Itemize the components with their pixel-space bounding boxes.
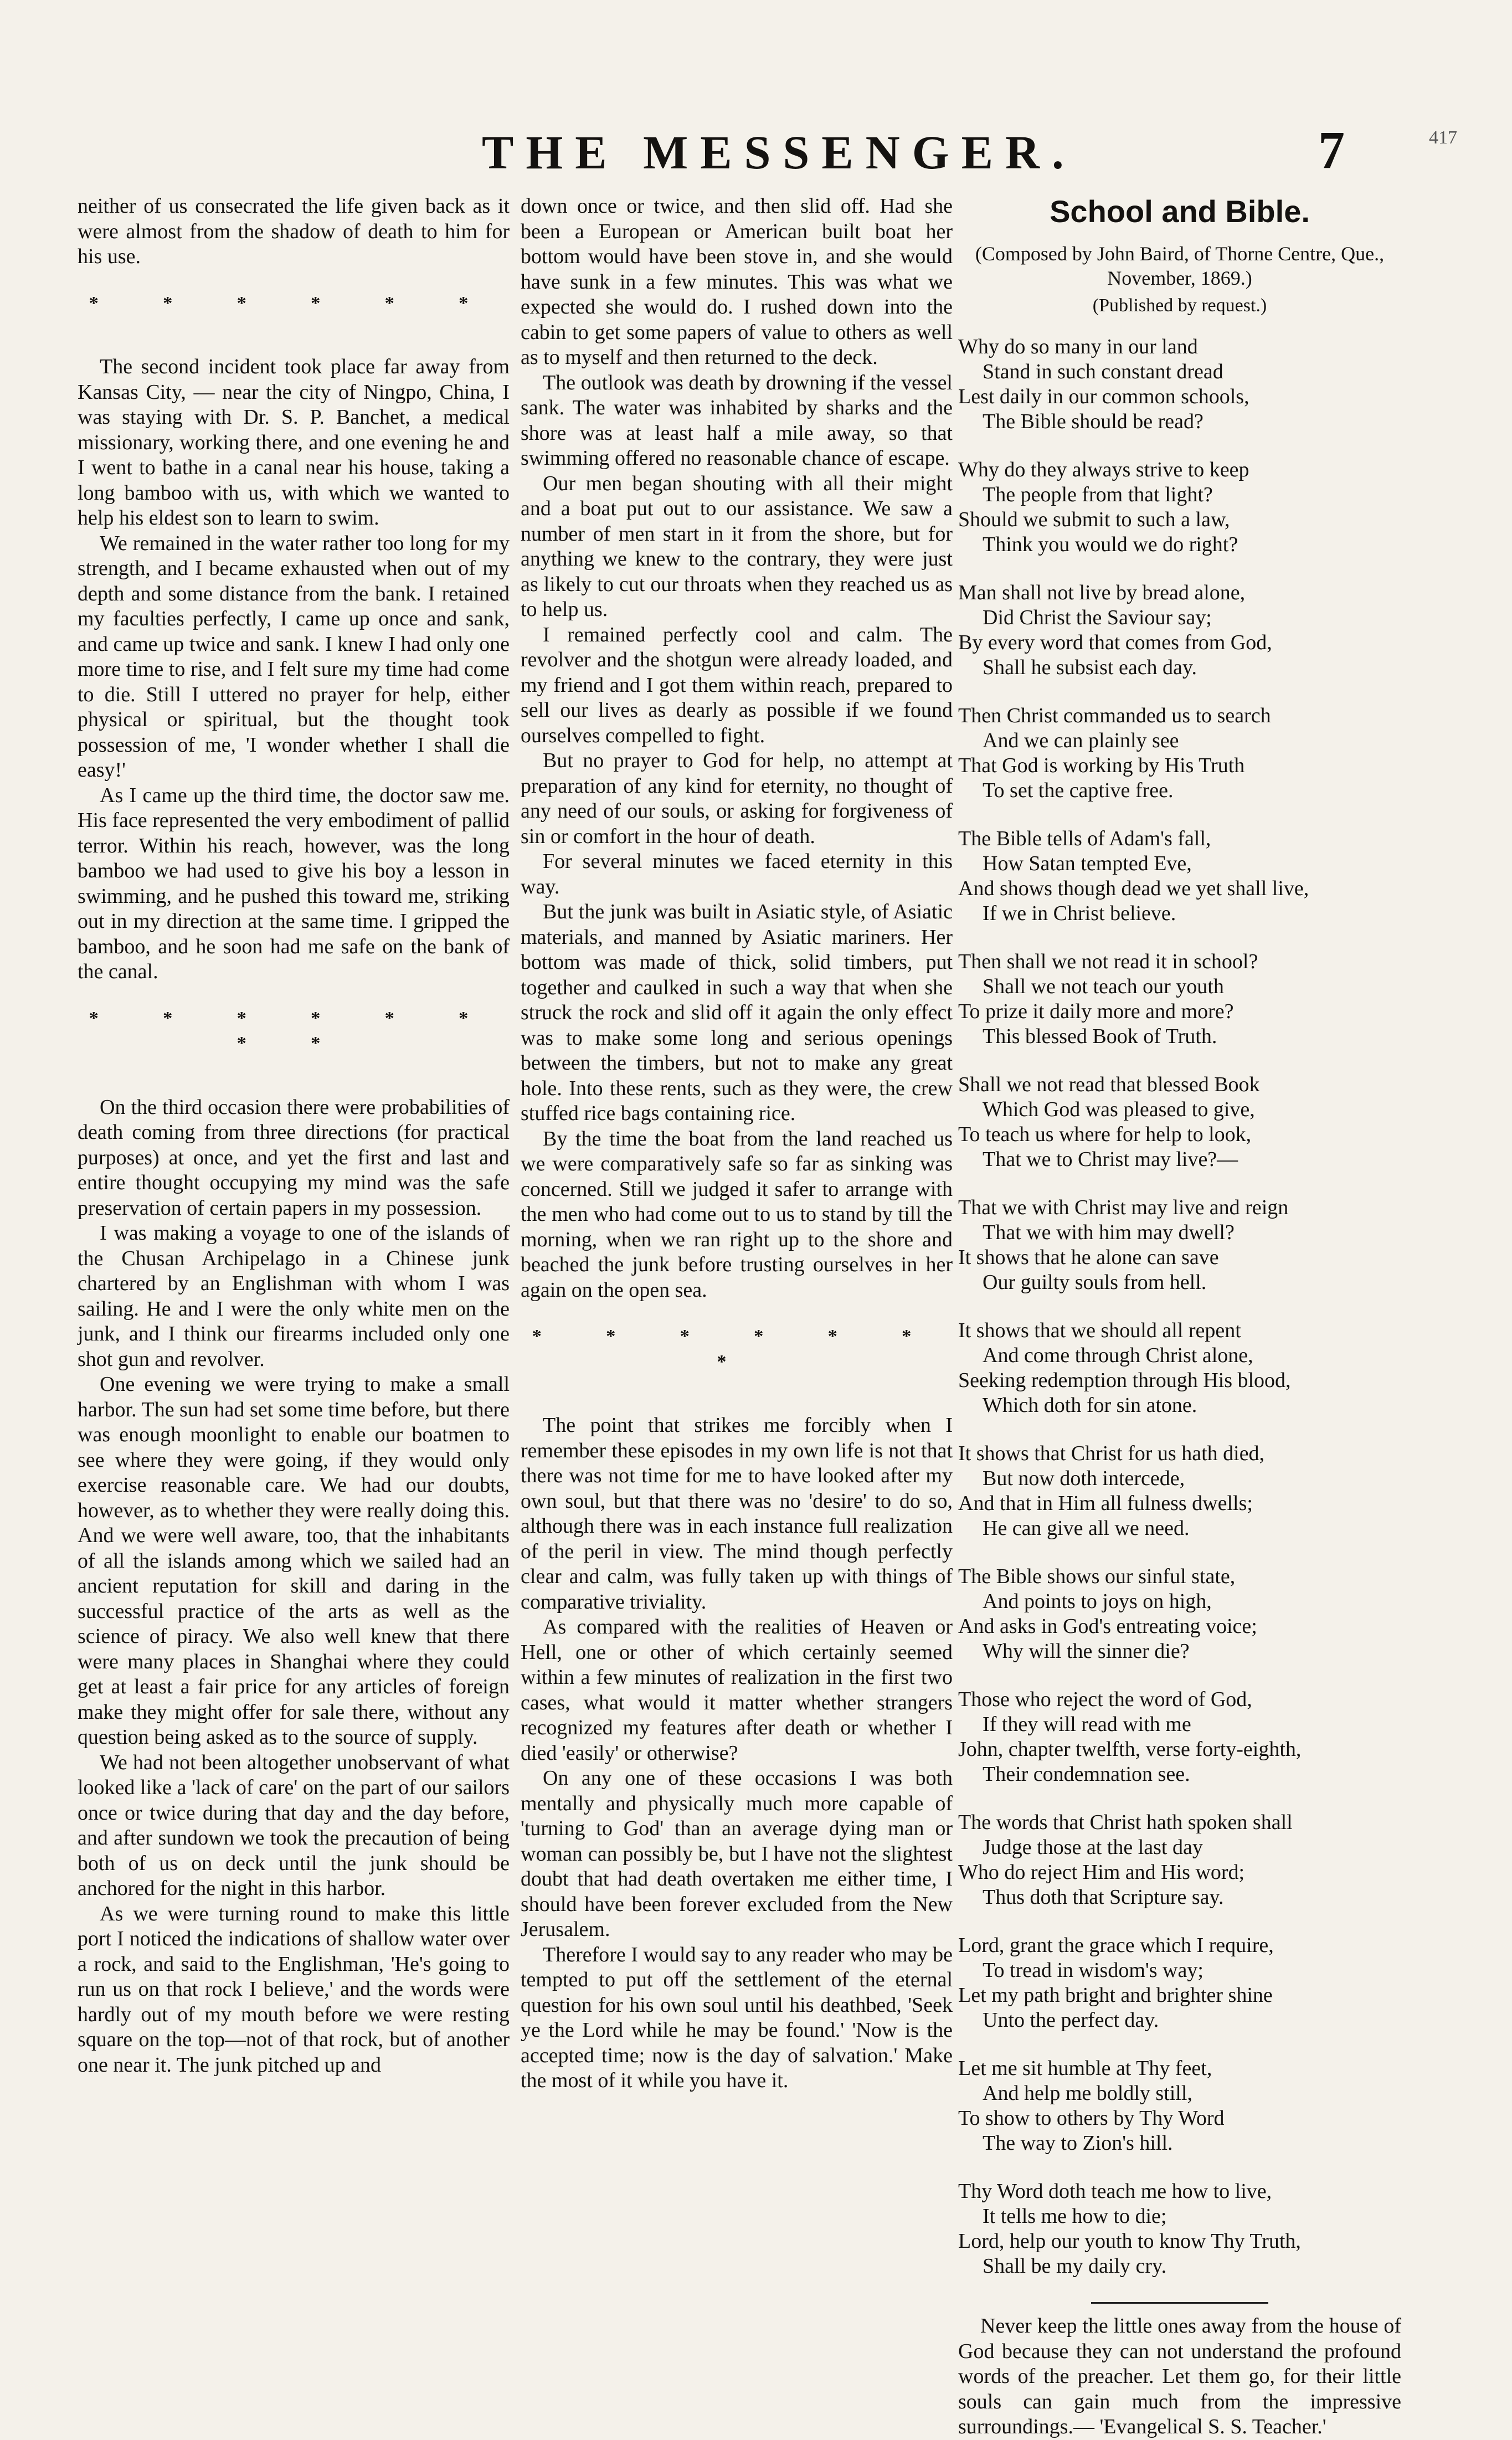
paragraph: I remained perfectly cool and calm. The revolver and the shotgun were already loaded, and my friend and I got them within reach, prepared to sell our lives as dearly as possible if we found ourselves compelled to fight. [521, 623, 953, 747]
poem-line: And help me boldly still, [983, 2082, 1192, 2105]
paragraph: As I came up the third time, the doctor saw me. His face represented the very embodiment of pallid terror. Within his reach, however, was the long bamboo we had used to give his boy a lesson in swimming, and he pushed this toward me, striking out in my direction at the same time. I gripped the bamboo, and he soon had me safe on the bank of the canal. [78, 783, 510, 983]
poem-line: Stand in such constant dread [983, 360, 1223, 383]
poem-line: To set the captive free. [983, 779, 1174, 802]
poem-line: That God is working by His Truth [958, 754, 1245, 777]
poem-line: It shows that Christ for us hath died, [958, 1442, 1265, 1465]
poem-line: Why will the sinner die? [983, 1640, 1190, 1663]
poem-line: Which God was pleased to give, [983, 1098, 1255, 1121]
poem-line: Shall he subsist each day. [983, 656, 1197, 679]
poem-line: He can give all we need. [983, 1517, 1190, 1540]
poem-byline: (Composed by John Baird, of Thorne Centre, Que., November, 1869.) [975, 243, 1385, 289]
poem-line: The way to Zion's hill. [983, 2131, 1173, 2155]
poem-stanza [958, 2056, 1401, 2156]
poem-stanza [958, 1687, 1401, 1787]
poem-note: (Published by request.) [1092, 295, 1267, 316]
newspaper-title: THE MESSENGER. [482, 126, 1076, 179]
divider-rule [1091, 2302, 1268, 2304]
poem-line: Their condemnation see. [983, 1763, 1190, 1786]
poem-line: To teach us where for help to look, [958, 1123, 1252, 1146]
section-divider-stars: * * * * * * * [532, 1326, 942, 1372]
poem-line: Lord, help our youth to know Thy Truth, [958, 2230, 1301, 2253]
poem-line: Seeking redemption through His blood, [958, 1369, 1291, 1392]
poem-line: It tells me how to die; [983, 2205, 1167, 2228]
poem-line: Let my path bright and brighter shine [958, 1984, 1273, 2007]
paragraph: We remained in the water rather too long for my strength, and I became exhausted when out of my depth and some distance from the bank. I retained my faculties perfectly, I came up once and sank, and came up twice and sank. I knew I had only one more time to rise, and I felt sure my time had come to die. Still I uttered no prayer for help, either physical or spiritual, but the thought took possession of me, 'I wonder whether I shall die easy!' [78, 531, 510, 782]
poem-line: Man shall not live by bread alone, [958, 581, 1246, 604]
poem-stanza [958, 1564, 1401, 1664]
poem-line: Did Christ the Saviour say; [983, 606, 1212, 629]
paragraph: For several minutes we faced eternity in this way. [521, 850, 953, 898]
paragraph: But the junk was built in Asiatic style, of Asiatic materials, and manned by Asiatic mariners. Her bottom was made of thick, solid timbers, put together and caulked in such a way that when she struck the rock and slid off it again the only effect was to make some long and serious openings between the timbers, but not to make any great hole. Into these rents, such as they were, the crew stuffed rice bags containing rice. [521, 900, 953, 1125]
poem-line: And asks in God's entreating voice; [958, 1615, 1257, 1638]
paragraph: We had not been altogether unobservant of what looked like a 'lack of care' on the part of our sailors once or twice during that day and the day before, and after sundown we took the precaution of being both of us on deck until the junk should be anchored for the night in this harbor. [78, 1750, 510, 1900]
poem-line: That we to Christ may live?— [983, 1148, 1238, 1171]
poem-line: That we with Christ may live and reign [958, 1196, 1289, 1219]
poem-line: Thy Word doth teach me how to live, [958, 2180, 1272, 2203]
paragraph: down once or twice, and then slid off. Had she been a European or American built boat her bottom would have been stove in, and she would have sunk in a few minutes. This was what we expected she would do. I rushed down into the cabin to get some papers of value to others as well as to myself and then returned to the deck. [521, 194, 953, 369]
poem-line: The people from that light? [983, 483, 1213, 506]
poem-line: The Bible shows our sinful state, [958, 1565, 1236, 1588]
poem-line: Lest daily in our common schools, [958, 385, 1249, 408]
poem-line: Why do they always strive to keep [958, 458, 1249, 481]
poem-line: Should we submit to such a law, [958, 508, 1230, 531]
poem-line: The Bible tells of Adam's fall, [958, 827, 1211, 850]
poem-line: Thus doth that Scripture say. [983, 1886, 1224, 1909]
poem-line: Which doth for sin atone. [983, 1394, 1197, 1417]
poem-line: How Satan tempted Eve, [983, 852, 1192, 875]
poem-line: John, chapter twelfth, verse forty-eighth, [958, 1738, 1302, 1761]
paragraph: I was making a voyage to one of the islands of the Chusan Archipelago in a Chinese junk chartered by an Englishman with whom I was sailing. He and I were the only white men on the junk, and I think our firearms included only one shot gun and revolver. [78, 1221, 510, 1371]
poem-stanza [958, 1810, 1401, 1910]
poem-line: It shows that we should all repent [958, 1319, 1241, 1342]
poem-stanza [958, 1072, 1401, 1172]
poem-line: Then shall we not read it in school? [958, 950, 1258, 973]
poem-line: Why do so many in our land [958, 335, 1198, 358]
corner-mark: 417 [1429, 127, 1457, 148]
poem-line: Those who reject the word of God, [958, 1688, 1252, 1711]
poem-line: By every word that comes from God, [958, 631, 1272, 654]
poem-line: And points to joys on high, [983, 1590, 1212, 1613]
poem-line: And come through Christ alone, [983, 1344, 1253, 1367]
poem-title: School and Bible. [1050, 194, 1310, 229]
poem-line: And that in Him all fulness dwells; [958, 1492, 1253, 1515]
page-number: 7 [1318, 120, 1345, 179]
poem-line: It shows that he alone can save [958, 1246, 1219, 1269]
section-divider-stars: * * * * * * * * [89, 1008, 498, 1054]
paragraph: The second incident took place far away from Kansas City, — near the city of Ningpo, China, I was staying with Dr. S. P. Banchet, a medical missionary, working there, and one evening he and I went to bathe in a canal near his house, taking a long bamboo with us, with which we wanted to help his eldest son to learn to swim. [78, 355, 510, 530]
poem-line: To show to others by Thy Word [958, 2107, 1225, 2130]
poem-stanza [958, 2179, 1401, 2279]
poem-stanza [958, 949, 1401, 1049]
poem-line: And we can plainly see [983, 729, 1179, 752]
paragraph: As we were turning round to make this little port I noticed the indications of shallow water over a rock, and said to the Englishman, 'He's going to run us on that rock I believe,' and the words were hardly out of my mouth before we were resting square on the top—not of that rock, but of another one near it. The junk pitched up and [78, 1902, 510, 2077]
paragraph: The outlook was death by drowning if the vessel sank. The water was inhabited by sharks and the shore was at least half a mile away, so that swimming offered no reasonable chance of escape. [521, 371, 953, 470]
paragraph: By the time the boat from the land reached us we were comparatively safe so far as sinking was concerned. Still we judged it safer to arrange with the men who had come out to us to stand by till the morning, when we ran right up to the shore and beached the junk before trusting ourselves in her again on the open sea. [521, 1127, 953, 1302]
poem-stanza [958, 458, 1401, 557]
poem-stanza [958, 1318, 1401, 1418]
poem-line: And shows though dead we yet shall live, [958, 877, 1309, 900]
poem-stanza [958, 335, 1401, 434]
poem-line: Shall we not teach our youth [983, 975, 1224, 998]
poem-line: Who do reject Him and His word; [958, 1861, 1245, 1884]
paragraph: neither of us consecrated the life given back as it were almost from the shadow of death to him for his use. [78, 194, 510, 268]
paragraph: On any one of these occasions I was both mentally and physically much more capable of 'turning to God' than an average dying man or woman can possibly be, but I have not the slightest doubt that had death overtaken me either time, I should have been forever excluded from the New Jerusalem. [521, 1766, 953, 1941]
poem-stanza [958, 826, 1401, 926]
paragraph: But no prayer to God for help, no attempt at preparation of any kind for eternity, no thought of any need of our souls, or asking for forgiveness of sin or comfort in the hour of death. [521, 749, 953, 848]
poem-line: The Bible should be read? [983, 410, 1204, 433]
poem-stanza [958, 1933, 1401, 2033]
paragraph: One evening we were trying to make a small harbor. The sun had set some time before, but there was enough moonlight to enable our boatmen to see where they were going, if they would only exercise reasonable care. We had our doubts, however, as to whether they were really doing this. And we were well aware, too, that the inhabitants of all the islands among which we sailed had an ancient reputation for skill and daring in the successful practice of the arts as well as the science of piracy. We also well knew that there were many places in Shanghai where they could get at least a fair price for any articles of foreign make they might offer for sale there, without any question being asked as to the source of supply. [78, 1373, 510, 1749]
poem-line: The words that Christ hath spoken shall [958, 1811, 1293, 1834]
poem-stanza [958, 1441, 1401, 1541]
poem-line: Shall be my daily cry. [983, 2254, 1167, 2278]
poem-line: If they will read with me [983, 1713, 1191, 1736]
poem-line: Judge those at the last day [983, 1836, 1203, 1859]
paragraph: Our men began shouting with all their might and a boat put out to our assistance. We saw a number of men start in it from the shore, but for anything we knew to the contrary, they were just as likely to cut our throats when they reached us as to help us. [521, 471, 953, 621]
poem-line: Let me sit humble at Thy feet, [958, 2057, 1212, 2080]
poem-line: To tread in wisdom's way; [983, 1959, 1204, 1982]
poem-line: Lord, grant the grace which I require, [958, 1934, 1274, 1957]
article-column-2 [521, 194, 953, 2260]
poem-line: If we in Christ believe. [983, 902, 1176, 925]
paragraph: On the third occasion there were probabilities of death coming from three directions (for practical purposes) at once, and yet the first and last and entire thought occupying my mind was the safe preservation of certain papers in my possession. [78, 1095, 510, 1220]
paragraph: As compared with the realities of Heaven or Hell, one or other of which certainly seemed within a few minutes of realization in the first two cases, what would it matter whether strangers recognized my features after death or whether I died 'easily' or otherwise? [521, 1615, 953, 1765]
section-divider-stars: * * * * * * [89, 292, 498, 314]
poem-line: To prize it daily more and more? [958, 1000, 1234, 1023]
poem-line: This blessed Book of Truth. [983, 1025, 1217, 1048]
poem-stanza [958, 1195, 1401, 1295]
poem-stanzas [958, 335, 1401, 2279]
poem-line: Then Christ commanded us to search [958, 704, 1271, 727]
poem-line: That we with him may dwell? [983, 1221, 1235, 1244]
poem-line: Think you would we do right? [983, 533, 1238, 556]
poem-line: Shall we not read that blessed Book [958, 1073, 1260, 1096]
poem-stanza [958, 581, 1401, 680]
closing-paragraph: Never keep the little ones away from the house of God because they can not understand the profound words of the preacher. Let them go, for their little souls can gain much from the impressive surroundings.— 'Evangelical S. S. Teacher.' [958, 2314, 1401, 2438]
poem-line: Unto the perfect day. [983, 2008, 1159, 2032]
paragraph: Therefore I would say to any reader who may be tempted to put off the settlement of the eternal question for his own soul until his deathbed, 'Seek ye the Lord while he may be found.' 'Now is the accepted time; now is the day of salvation.' Make the most of it while you have it. [521, 1943, 953, 2092]
article-column-1 [78, 194, 510, 2260]
masthead [0, 120, 1512, 186]
poem-column [958, 194, 1401, 2438]
paragraph: The point that strikes me forcibly when I remember these episodes in my own life is not that there was not time for me to have looked after my own soul, but that there was no 'desire' to do so, although there was in each instance full realization of the peril in view. The mind though perfectly clear and calm, was fully taken up with things of comparative triviality. [521, 1414, 953, 1614]
poem-line: Our guilty souls from hell. [983, 1271, 1207, 1294]
poem-stanza [958, 703, 1401, 803]
poem-line: But now doth intercede, [983, 1467, 1185, 1490]
